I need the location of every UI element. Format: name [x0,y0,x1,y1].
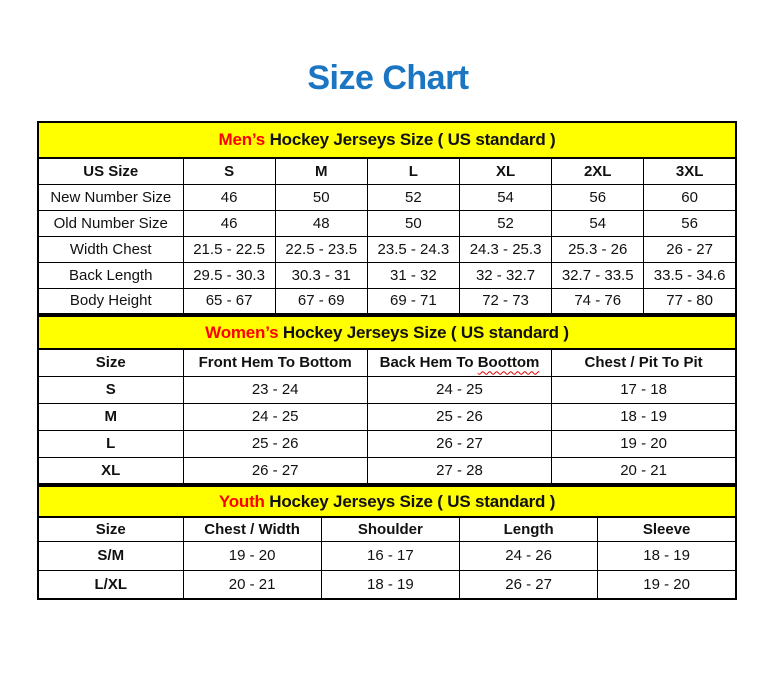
mens-size-value: 67 - 69 [275,288,367,314]
misspelled-word: Boottom [477,354,540,372]
youth-size-table [37,485,737,600]
youth-header-row [38,517,736,541]
womens-table-row-2 [38,430,736,457]
mens-size-value: 56 [644,210,736,236]
page-title: Size Chart [307,59,469,97]
mens-column-header-4: XL [459,158,551,184]
womens-size-value: 25 - 26 [183,430,367,457]
mens-row-label: Old Number Size [38,210,183,236]
mens-size-value: 54 [552,210,644,236]
womens-size-value: 17 - 18 [552,376,736,403]
womens-band-accent: Women’s [205,322,279,342]
youth-size-value: 18 - 19 [321,570,459,599]
mens-size-value: 54 [459,184,551,210]
youth-column-header-3: Length [460,517,598,541]
youth-section-band [38,486,736,517]
womens-column-header-0: Size [38,349,183,376]
mens-size-value: 33.5 - 34.6 [644,262,736,288]
youth-band-row [38,486,736,517]
mens-size-value: 23.5 - 24.3 [367,236,459,262]
womens-header-row [38,349,736,376]
youth-size-value: 24 - 26 [460,541,598,570]
mens-column-header-3: L [367,158,459,184]
mens-row-label: Body Height [38,288,183,314]
youth-column-header-0: Size [38,517,183,541]
womens-column-header-2: Back Hem To Boottom [367,349,551,376]
womens-row-label: M [38,403,183,430]
mens-size-value: 21.5 - 22.5 [183,236,275,262]
womens-size-value: 26 - 27 [183,457,367,484]
womens-size-value: 18 - 19 [552,403,736,430]
mens-band-label: Hockey Jerseys Size ( US standard ) [265,130,556,149]
womens-column-header-1: Front Hem To Bottom [183,349,367,376]
mens-size-value: 22.5 - 23.5 [275,236,367,262]
youth-row-label: L/XL [38,570,183,599]
mens-size-value: 32 - 32.7 [459,262,551,288]
womens-table-row-1 [38,403,736,430]
womens-size-value: 24 - 25 [367,376,551,403]
mens-size-value: 32.7 - 33.5 [552,262,644,288]
mens-size-value: 74 - 76 [552,288,644,314]
youth-band-accent: Youth [218,491,265,511]
womens-size-value: 27 - 28 [367,457,551,484]
mens-size-value: 50 [367,210,459,236]
mens-size-value: 60 [644,184,736,210]
mens-size-value: 29.5 - 30.3 [183,262,275,288]
mens-size-value: 77 - 80 [644,288,736,314]
mens-size-value: 46 [183,184,275,210]
mens-size-value: 52 [367,184,459,210]
mens-size-value: 65 - 67 [183,288,275,314]
mens-size-value: 72 - 73 [459,288,551,314]
mens-size-value: 46 [183,210,275,236]
mens-row-label: Back Length [38,262,183,288]
mens-table-row-2 [38,236,736,262]
womens-column-header-3: Chest / Pit To Pit [552,349,736,376]
youth-band-label: Hockey Jerseys Size ( US standard ) [264,491,556,511]
mens-section-band [38,122,736,158]
size-tables [37,121,737,600]
youth-size-value: 19 - 20 [598,570,736,599]
youth-size-value: 26 - 27 [460,570,598,599]
youth-column-header-4: Sleeve [598,517,736,541]
youth-size-value: 16 - 17 [321,541,459,570]
mens-size-value: 30.3 - 31 [275,262,367,288]
womens-table-row-0 [38,376,736,403]
womens-size-value: 20 - 21 [552,457,736,484]
mens-size-value: 52 [459,210,551,236]
womens-size-value: 24 - 25 [183,403,367,430]
mens-row-label: New Number Size [38,184,183,210]
womens-size-value: 25 - 26 [367,403,551,430]
youth-row-label: S/M [38,541,183,570]
mens-column-header-0: US Size [38,158,183,184]
womens-size-value: 23 - 24 [183,376,367,403]
youth-size-value: 20 - 21 [183,570,321,599]
womens-table-row-3 [38,457,736,484]
mens-column-header-5: 2XL [552,158,644,184]
mens-band-row [38,122,736,158]
mens-table-row-0 [38,184,736,210]
mens-size-value: 24.3 - 25.3 [459,236,551,262]
mens-size-value: 26 - 27 [644,236,736,262]
mens-table-row-3 [38,262,736,288]
mens-size-value: 48 [275,210,367,236]
youth-column-header-1: Chest / Width [183,517,321,541]
mens-column-header-2: M [275,158,367,184]
womens-row-label: XL [38,457,183,484]
youth-table-row-1 [38,570,736,599]
mens-size-value: 31 - 32 [367,262,459,288]
womens-size-value: 26 - 27 [367,430,551,457]
womens-size-value: 19 - 20 [552,430,736,457]
mens-size-value: 69 - 71 [367,288,459,314]
mens-size-value: 56 [552,184,644,210]
womens-band-label: Hockey Jerseys Size ( US standard ) [278,322,569,342]
mens-row-label: Width Chest [38,236,183,262]
mens-band-accent: Men’s [218,130,266,149]
mens-size-table [37,121,737,315]
youth-size-value: 18 - 19 [598,541,736,570]
youth-table-row-0 [38,541,736,570]
womens-band-row [38,316,736,349]
mens-size-value: 25.3 - 26 [552,236,644,262]
womens-size-table [37,315,737,485]
mens-column-header-1: S [183,158,275,184]
womens-row-label: L [38,430,183,457]
mens-header-row [38,158,736,184]
mens-column-header-6: 3XL [644,158,736,184]
womens-section-band [38,316,736,349]
womens-row-label: S [38,376,183,403]
mens-table-row-1 [38,210,736,236]
youth-column-header-2: Shoulder [321,517,459,541]
mens-size-value: 50 [275,184,367,210]
youth-size-value: 19 - 20 [183,541,321,570]
mens-table-row-4 [38,288,736,314]
